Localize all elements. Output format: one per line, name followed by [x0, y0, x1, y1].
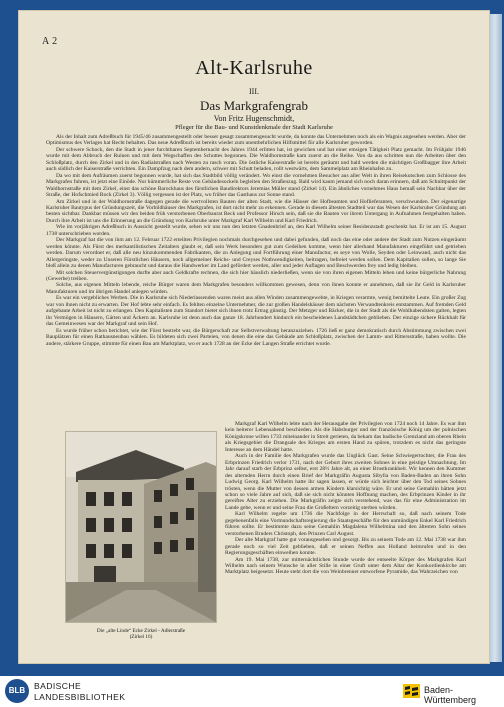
part-number: III. [249, 87, 259, 96]
body-paragraph: Wie im vorjährigen Adreßbuch in Aussicht gestellt wurde, sehen wir uns nun den letzten Gnadenbrief an, den Karl Wilhelm seiner Residenzstadt geschenkt hat. Er ist am 15. August 1738 unterschrieben worden. [46, 224, 466, 237]
article-subtitle: Das Markgrafengrab [200, 98, 308, 113]
library-name [34, 681, 125, 702]
body-paragraph: Markgraf Karl Wilhelm lebte nach der Herausgabe der Privilegien von 1724 noch 14 Jahre. Es war ihm kein heiterer Lebensabend beschieden. Als die Habsburger und der französische König um der polnischen Königskrone willen 1733 miteinander in Streit gerieten, da bekam das badische Grenzland am oberen Rhein als Kriegsgebiet die Drangsale des Krieges am ersten Hand zu spüren, trotzdem es nicht das geringste Interesse an dem Händel hatte. [225, 421, 466, 453]
building-photo-image [66, 432, 216, 622]
body-paragraph: Als der Inhalt zum Adreßbuch für 1945/46 zusammengestellt oder besser gesagt zusammengesucht wurde, da konnte das Unternehmen noch als ein Wagnis angesehen werden. Aber der Optimismus des Verlages hat Recht behalten. Das neue Adreßbuch ist bereits wieder zum unentbehrlichen Hilfsmittel für alle Karlsruher geworden. [46, 134, 466, 147]
blb-logo-icon: BLB [5, 679, 29, 703]
state-name: Baden-Württemberg [424, 685, 477, 705]
body-paragraph: Der schwere Schock, den die Stadt in jener furchtbaren Septembernacht des Jahres 1944 erlitten hat, ist gewichen und hat einer emsigen Tätigkeit Platz gemacht. Im Frühjahr 1946 wurde mit dem Abbruch der Ruinen und mit dem Wegschaffen des Schuttes begonnen. Die Waldhornstraße kam zuerst an die Reihe. Von da aus schritten nun die Arbeiten über den Schloßplatz, durch den Zirkel und in den Radialstraßen nach Westen zu rasch voran. Die östliche Kaiserstraße ist bereits geräumt und bald werden die mächtigen Großbagger ihre Arbeit auch südlich der Kaiserstraße verrichten. Ein Dampfzug nach dem andern, schwer mit Schutt beladen, rollt westwärts, dem Sammelplatz am Rheinhafen zu. [46, 146, 466, 173]
photo-caption-reference: (Zirkel 16) [129, 634, 153, 640]
body-paragraph: Karl Wilhelm regelte um 1736 die Nachfolge in der Herrschaft so, daß nach seinem Tode gegebenenfalls eine Vormundschaftsregierung die Staatsgeschäfte für den unmündigen Enkel Karl Friedrich führen sollte. Er bestimmte dazu seine Gemahlin Magdalena Wilhelmina und den ältesten Sohn seines verstorbenen Bruders Christoph, den Prinzen Carl August. [225, 511, 466, 537]
baden-wuerttemberg-lion-icon [403, 684, 420, 698]
street-photo [66, 432, 216, 622]
body-paragraph: Da wo mit dem Aufräumen zuerst begonnen wurde, hat sich das Stadtbild völlig verändert. Wo einst die vornehmen Besucher aus aller Welt in ihren Reisekutschen zum Schlosse des Markgrafen fuhren, ist jetzt eine Einöde. Nur kümmerliche Reste von Gebäudesockeln begleiten den Straßenzug. Bald wird kaum jemand sich noch daran erinnern, daß am Schnittpunkt der Waldhornstraße mit dem Zirkel, einst das schöne Barockhaus des fürstlichen Baudirektors Jeremias Müller stand (Zirkel 14). Ein ähnliches vornehmes Haus hemaß sein Nachbar über der Straße, der Hofschmied Bock (Zirkel 3). Völlig vergessen ist der Platz, wo früher das Gasthaus zur Sonne stand. [46, 172, 466, 199]
body-paragraph: Am 19. Mai 1738, zur mitternächtlichen Stunde wurde der entseelte Körper des Markgrafen Karl Wilhelm nach seinem Wunsche in aller Stille in einer Gruft unter dem Altar der Konkordienkirche am Marktplatz beigesetzt. Heute steht dort die von Weinbrenner entworfene Pyramide, das Wahrzeichen von [225, 556, 466, 576]
body-text-full-width [46, 134, 466, 421]
author-affiliation: Pfleger für die Bau- und Kunstdenkmale der Stadt Karlsruhe [175, 124, 333, 131]
body-paragraph: Der alte Markgraf hatte gut vorausgesehen und gesorgt. Bis zu seinem Tode am 12. Mai 1738 war ihm gerade noch so viel Zeit geblieben, daß er seinen Neffen aus Holland heimrufen und in den Regierungsgeschäften einweihen konnte. [225, 537, 466, 557]
body-paragraph: Solche, aus eigenen Mitteln lebende, reiche Bürger waren dem Markgrafen besonders willkommen gewesen, denn von ihnen konnte er annehmen, daß sie ihr Geld in Karlsruher Manufakturen und im übrigen Handel anlegen würden. [46, 282, 466, 295]
body-paragraph: Der Markgraf hat die von ihm am 12. Februar 1722 erteilten Privilegien nochmals durchgesehen und dabei gefunden, daß noch das eine oder andere der Stadt zum Nutzen eingeräumt werden könnte. Als Fürst des merkantilistischen Zeitalters glaubt er, daß sein Werk besonders gut zum Gedeihen komme, wenn hier allerhand Manufakturen eingeführt und getrieben werden. Darum verordnet er, daß alle neu hinzukommenden Fabrikanten, die zu Anlegung und Fortführung einer Manufactur, es seye von Wolle, Seyden oder Leinwand, auch nicht das Allergeringste, weder zu Unseren Fürstlichen Häusern, noch allgemeiner Reichs- und Creyses Nothwendigkeiten, beitragen, befreiet werden sollen. Dem Kapitalien sollen, so lange Sie bloß allein zu denen Manufacturen gebraucht und daraus die Handwerker im Land gefördert werden, aller und jeder Auflagen und Beschwerden frey und ledig bleiben. [46, 237, 466, 270]
body-paragraph: Mit solchen Steuervergünstigungen durfte aber auch Geldkrafte rechnen, die sich hier häuslich niederließen, wenn sie von ihren eigenen Mitteln leben und keine bürgerliche Nahrung (Gewerbe) treiben. [46, 269, 466, 282]
page-edge [490, 14, 502, 662]
body-paragraph: Auch in der Familie des Markgrafen wurde das Unglück Gast. Seine Schwiegertochter, die Frau des Erbprinzen Friedrich verlor 1731, nach der Geburt ihres zweiten Sohnes in eine geistige Umnachtung. Im Jahr darauf starb der Erbprinz selbst, erst 28½ Jahre alt, an einer Brustkrankheit. Wir kennen den Kummer des alternden Herrn durch einen Brief der Markgräfin Augusta Sibylla von Baden-Baden an ihren Sohn Ludwig Georg. Karl Wilhelm hatte ihr sagen lassen, er würde sich leichter über den Tod seines Sohnes trösten, wenn die Mutter von dessen armen Kindern klarsichtig wäre. Er und seine Gemahlin hätten jetzt schon so viele Jahre auf sich, daß sie sich nicht könnten Hoffnung machen, des Erbprinzen Kinder in ihr gereiftes Alter zu erziehen. Die Markgräfin zeigte sich verstehend, was das für eine Administration im Lande gebe, wenn er und seine Frau die Großeltern vorzeitig sterben würden. [225, 453, 466, 511]
body-paragraph: Am Zirkel und in der Waldhornstraße dagegen gerade die wertvollsten Bauten der alten Stadt, wie die Häuser der Hofbeamten und Hoflieferanten, verschwunden. Der eigenartige Karlsruher Bautypus der Gründungszeit, die Vorbildhäuser des Markgrafen, ist dort nicht mehr zu erkennen. Gerade in diesem ältesten Stadtteil war das Wesen der Karlsruher Gründung am besten sichtbar. Dankbar müssen wir den beiden früh verstorbenen Oberbaurat Beck und Professor Hirsch sein, daß sie die Bauten vor ihrem Untergang in Aufnahmen festgehalten haben. Durch ihre Arbeit ist uns die Erinnerung an die Gründung von Karlsruhe unter Markgraf Karl Wilhelm und Karl Friedrich. [46, 198, 466, 224]
page-title: Alt-Karlsruhe [195, 57, 313, 79]
page-number: A 2 [42, 36, 58, 47]
library-footer [0, 676, 504, 707]
document-page [18, 10, 490, 664]
library-name-line-2: LANDESBIBLIOTHEK [34, 691, 126, 702]
body-paragraph: Es war ein vergebliches Werben. Die in Karlsruhe sich Niederlassenden waren meist aus allen Winden zusammengewehte, in Kriegen verarmte, wenig bemittelte Leute. Ein großer Zug war von ihnen nicht zu erwarten. Der Hof lebte sehr einfach. Es fehlten einzelne Unternehmer, die zur großen Handelshäuser dem nächsten Verwandtenkreis entstammen. Auf fremden Geld aufgebaute Arbeit ist nicht zu erlangen. Den Kapitalisten zum Standort bietet sich ihnen trotz Ertrag günstig. Der Metzger und Bäcker, die in der Stadt als die Wohlhabendsten galten, legten ihr Vermögen in Häusern, Gärten und Äckern an. Karlsruhe ist denn auch das ganze 18. Jahrhundert hindurch ein bescheidenes Landstädtchen geblieben. Der einzige sichere Rückhalt für das Gemeinwesen war der Markgraf und sein Hof. [46, 295, 466, 328]
library-name-line-1: BADISCHE [34, 681, 82, 691]
article-author: Von Fritz Hugenschmidt, [213, 114, 295, 123]
photo-caption [66, 628, 216, 640]
photo-caption-line: Die „alte Linde“ Ecke Zirkel - Adlerstraße [96, 628, 186, 634]
body-text-right-column [225, 421, 466, 651]
body-paragraph: Es wurde früher schon berichtet, wie der Fürst bestrebt war, die Bürgerschaft zur Selbstverwaltung heranzuziehen. 1726 ließ er ganz demokratisch durch Abstimmung zwischen zwei Bauplätzen für einen Rathausneubau wählen. Es bildeten sich zwei Parteien, von denen die eine das Gebäude am Schloßplatz, zwischen der Lamm- und Rittersstraße, haben wollte. Die andere, stärkere Gruppe, stimmte für einen Bau am Marktplatz, wo er auch 1728 an der Ecke der Langen Straße errichtet wurde. [46, 327, 466, 347]
